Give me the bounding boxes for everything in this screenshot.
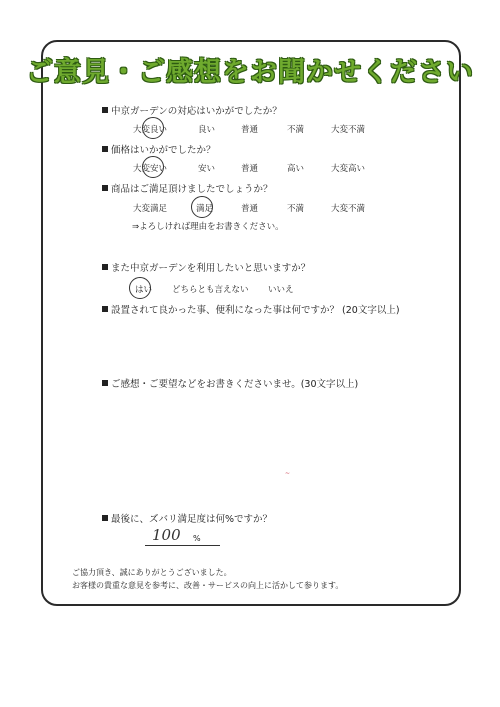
selected-circle-icon (142, 117, 164, 139)
reason-note: ⇒よろしければ理由をお書きください。 (132, 222, 284, 232)
question-comments: ご感想・ご要望などをお書きくださいませ。(30文字以上) (102, 376, 358, 390)
option-service-very-good[interactable]: 大変良い (133, 125, 168, 135)
option-price-normal[interactable]: 普通 (241, 164, 259, 174)
bullet-square-icon (102, 380, 108, 386)
selected-circle-icon (129, 277, 151, 299)
option-service-very-dissatisfied[interactable]: 大変不満 (331, 125, 366, 135)
bullet-square-icon (102, 515, 108, 521)
bullet-square-icon (102, 107, 108, 113)
footer-thanks: ご協力頂き、誠にありがとうございました。 (72, 568, 232, 577)
question-product: 商品はご満足頂けましたでしょうか？ (102, 181, 273, 195)
option-product-satisfied[interactable]: 満足 (196, 204, 214, 214)
option-reuse-no[interactable]: いいえ (268, 285, 294, 295)
question-service: 中京ガーデンの対応はいかがでしたか？ (102, 103, 282, 117)
option-product-dissatisfied[interactable]: 不満 (287, 204, 305, 214)
question-benefits: 設置されて良かった事、便利になった事は何ですか？ (20文字以上) (102, 302, 400, 316)
option-service-good[interactable]: 良い (198, 125, 216, 135)
bullet-square-icon (102, 264, 108, 270)
bullet-square-icon (102, 146, 108, 152)
answer-underline (145, 545, 220, 546)
option-price-very-expensive[interactable]: 大変高い (331, 164, 366, 174)
question-price: 価格はいかがでしたか？ (102, 142, 216, 156)
option-product-very-satisfied[interactable]: 大変満足 (133, 204, 168, 214)
option-product-very-dissatisfied[interactable]: 大変不満 (331, 204, 366, 214)
option-price-very-cheap[interactable]: 大変安い (133, 164, 168, 174)
bullet-square-icon (102, 185, 108, 191)
option-reuse-yes[interactable]: はい (135, 285, 153, 295)
option-product-normal[interactable]: 普通 (241, 204, 259, 214)
selected-circle-icon (142, 156, 164, 178)
option-price-cheap[interactable]: 安い (198, 164, 216, 174)
satisfaction-answer[interactable]: 100 (152, 526, 181, 544)
stray-mark: ~ (285, 470, 291, 477)
question-satisfaction: 最後に、ズバリ満足度は何%ですか？ (102, 511, 272, 525)
option-service-normal[interactable]: 普通 (241, 125, 259, 135)
bullet-square-icon (102, 306, 108, 312)
question-reuse: また中京ガーデンを利用したいと思いますか？ (102, 260, 310, 274)
selected-circle-icon (191, 196, 213, 218)
form-title: ご意見・ご感想をお聞かせください (26, 57, 474, 88)
option-reuse-neutral[interactable]: どちらとも言えない (172, 285, 249, 295)
option-service-dissatisfied[interactable]: 不満 (287, 125, 305, 135)
option-price-expensive[interactable]: 高い (287, 164, 305, 174)
footer-message: お客様の貴重な意見を参考に、改善・サービスの向上に活かして参ります。 (72, 581, 344, 590)
percent-unit: % (193, 534, 201, 543)
